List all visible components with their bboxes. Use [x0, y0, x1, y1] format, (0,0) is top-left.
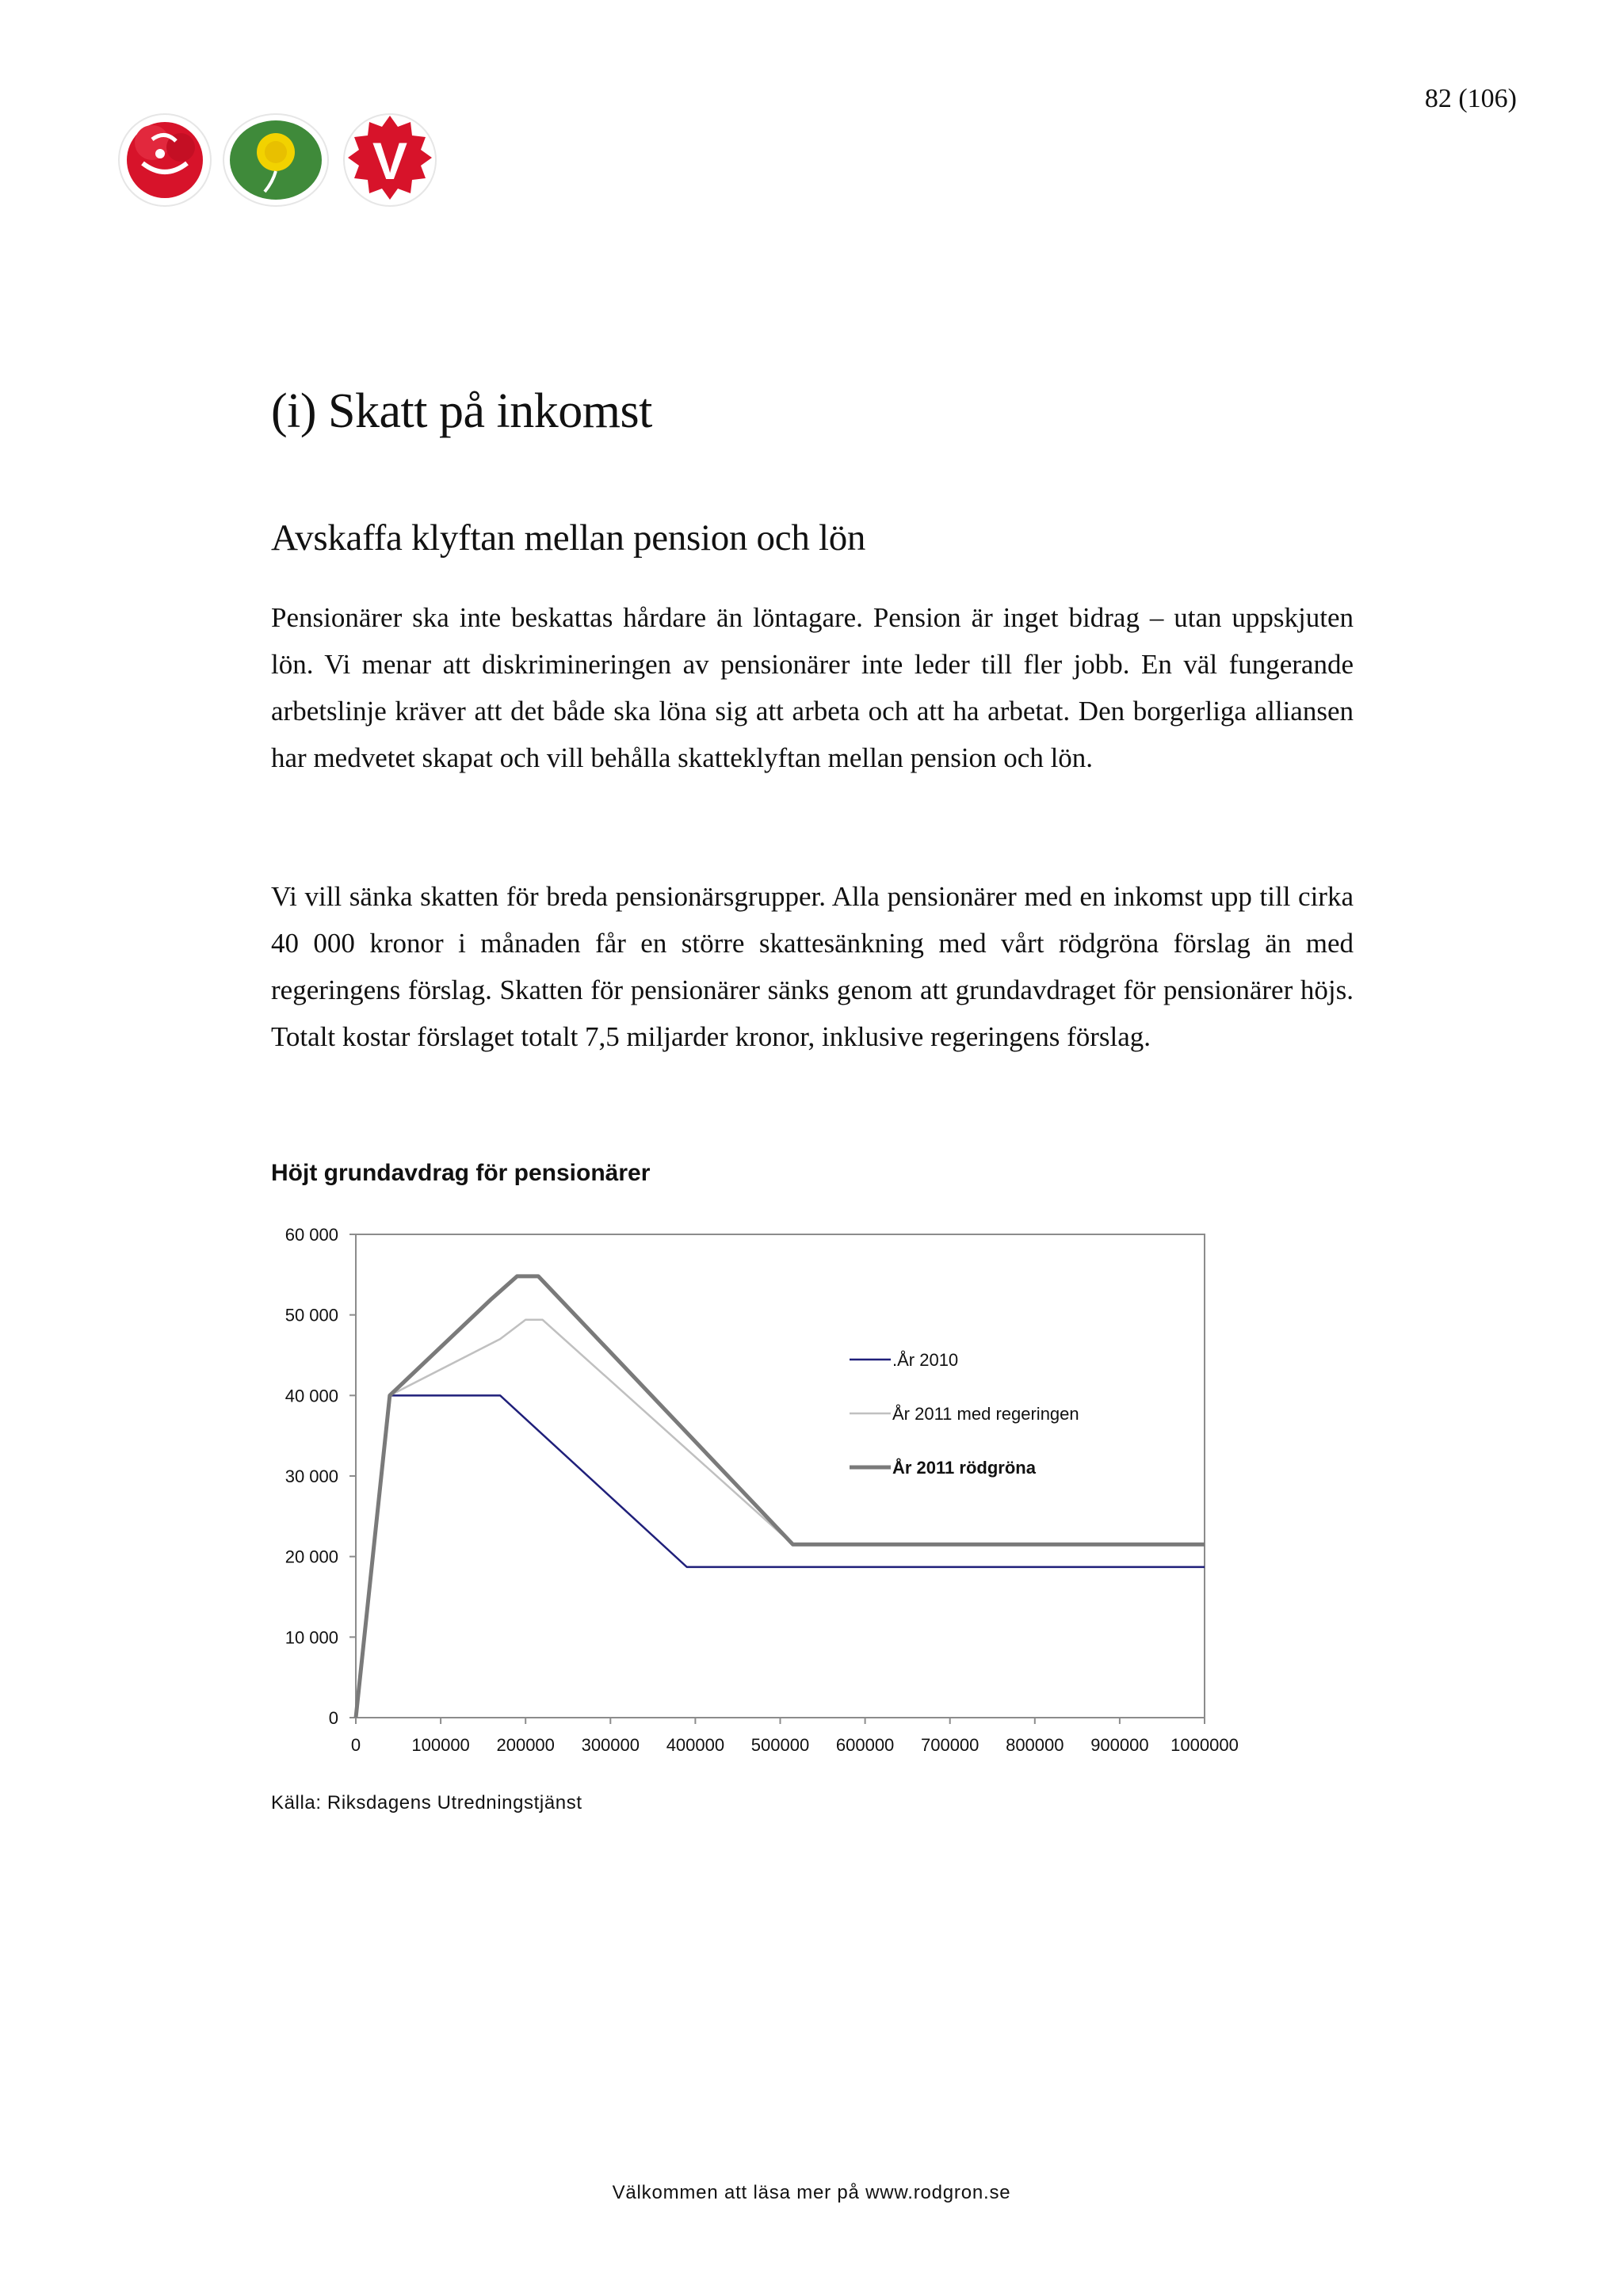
legend-label-3: År 2011 rödgröna [892, 1458, 1036, 1478]
carnation-v-logo [344, 114, 436, 206]
x-tick-label: 800000 [1006, 1735, 1064, 1755]
x-tick-label: 900000 [1090, 1735, 1149, 1755]
y-tick-label: 10 000 [285, 1627, 338, 1648]
body-paragraph-1: Pensionärer ska inte beskattas hårdare än löntagare. Pension är inget bidrag – utan uppskjuten lön. Vi menar att diskrimineringen av pensionärer inte leder till fler jobb. En väl fungerande arbetslinje kräver att det både ska löna sig att arbeta och att ha arbetat. Den borgerliga alliansen har medvetet skapat och vill behålla skatteklyftan mellan pension och lön. [271, 602, 1354, 773]
y-tick-label: 30 000 [285, 1466, 338, 1486]
party-logos [111, 108, 460, 211]
y-tick-label: 0 [328, 1708, 338, 1728]
chart-source: Källa: Riksdagens Utredningstjänst [271, 1792, 582, 1814]
chart-title: Höjt grundavdrag för pensionärer [271, 1160, 651, 1186]
x-tick-label: 600000 [835, 1735, 895, 1755]
chart-container [262, 1212, 1292, 1767]
x-tick-label: 700000 [920, 1735, 980, 1755]
x-tick-label: 1000000 [1170, 1735, 1239, 1755]
x-tick-label: 100000 [411, 1735, 470, 1755]
v-logo-letter: V [372, 132, 408, 190]
legend-label-2: År 2011 med regeringen [892, 1404, 1079, 1424]
body-paragraph-2: Vi vill sänka skatten för breda pensionärsgrupper. Alla pensionärer med en inkomst upp till cirka 40 000 kronor i månaden får en större skattesänkning med vårt rödgröna förslag än med regeringens förslag. Skatten för pensionärer sänks genom att grundavdraget för pensionärer höjs. Totalt kostar förslaget totalt 7,5 miljarder kronor, inklusive regeringens förslag. [271, 881, 1354, 1052]
y-tick-label: 50 000 [285, 1305, 338, 1325]
dandelion-logo [223, 114, 328, 206]
page-number: 82 (106) [1424, 84, 1517, 113]
series-line-2 [356, 1320, 1205, 1718]
x-tick-label: 500000 [750, 1735, 810, 1755]
party-logos-svg [111, 108, 460, 211]
series-line-3 [356, 1276, 1205, 1718]
y-tick-label: 60 000 [285, 1225, 338, 1245]
x-tick-label: 200000 [496, 1735, 555, 1755]
rose-logo [119, 114, 211, 206]
y-tick-label: 20 000 [285, 1547, 338, 1567]
series-line-1 [356, 1395, 1205, 1718]
page-footer: Välkommen att läsa mer på www.rodgron.se [612, 2182, 1011, 2203]
x-tick-label: 400000 [666, 1735, 725, 1755]
y-tick-label: 40 000 [285, 1386, 338, 1406]
section-heading: (i) Skatt på inkomst [271, 384, 652, 438]
x-tick-label: 300000 [581, 1735, 640, 1755]
subsection-heading: Avskaffa klyftan mellan pension och lön [271, 517, 866, 559]
chart-svg [262, 1212, 1292, 1767]
x-tick-label: 0 [350, 1735, 361, 1755]
legend-label-1: .År 2010 [892, 1350, 959, 1370]
